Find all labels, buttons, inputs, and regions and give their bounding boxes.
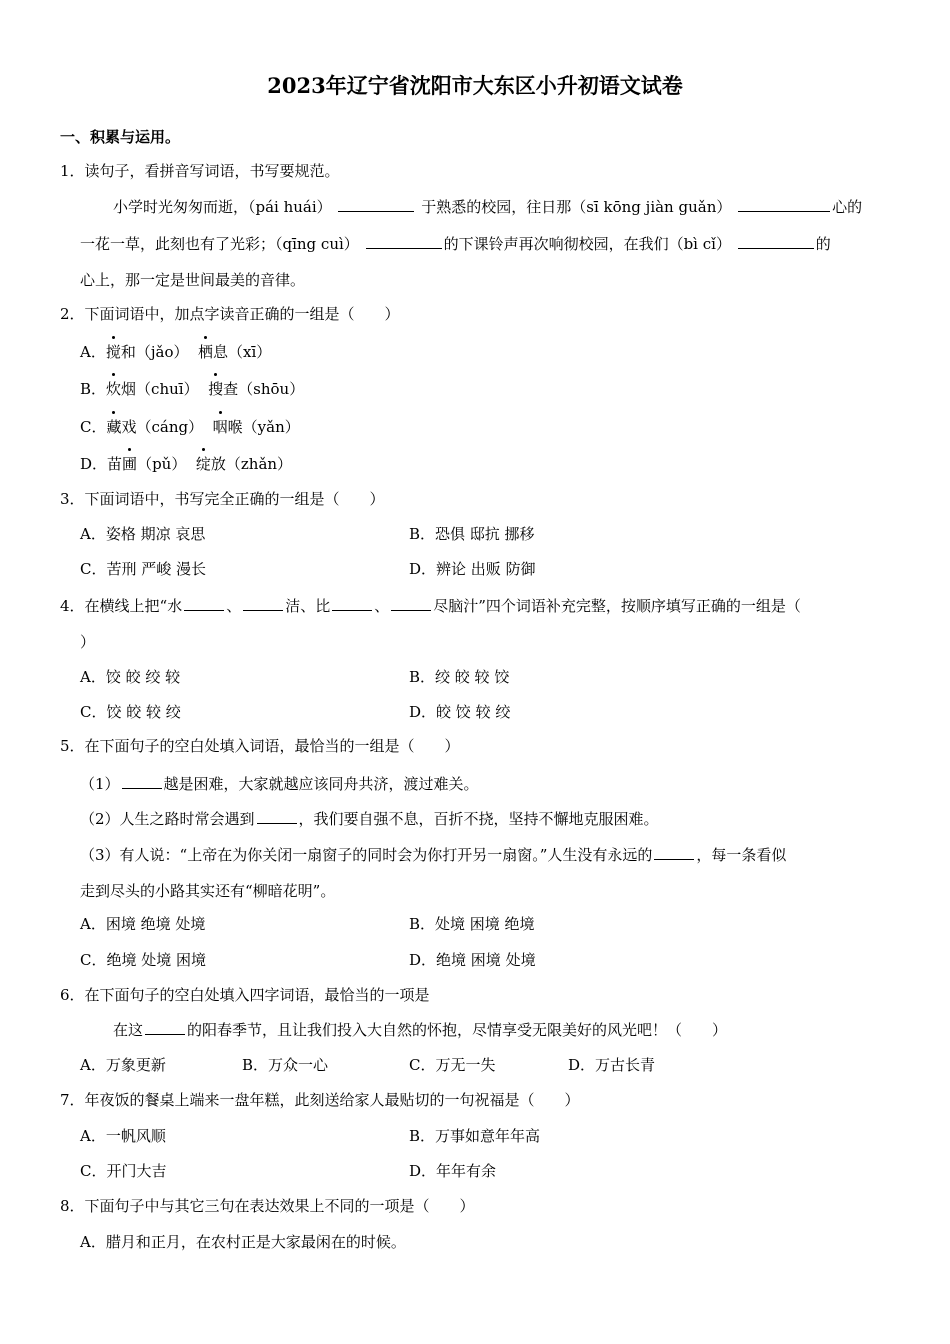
question-5-stem: 5．在下面句子的空白处填入词语，最恰当的一组是（ ） bbox=[60, 737, 460, 755]
answer-blank[interactable] bbox=[332, 595, 372, 611]
option-d[interactable]: D．万古长青 bbox=[568, 1056, 656, 1074]
option-c[interactable]: C．饺 皎 较 绞 bbox=[80, 703, 181, 721]
q6-text: 在这 bbox=[113, 1021, 144, 1039]
option-d[interactable] bbox=[80, 454, 292, 474]
answer-blank[interactable] bbox=[738, 196, 830, 212]
section-heading: 一、积累与运用。 bbox=[60, 128, 181, 146]
question-6-stem: 6．在下面句子的空白处填入四字词语，最恰当的一项是 bbox=[60, 986, 430, 1004]
dotted-char: 搜 bbox=[208, 380, 224, 398]
option-a[interactable]: A．一帆风顺 bbox=[80, 1127, 166, 1145]
dotted-char: 咽 bbox=[212, 418, 228, 436]
question-3-stem: 3．下面词语中，书写完全正确的一组是（ ） bbox=[60, 490, 385, 508]
q5-text: ，每一条看似 bbox=[696, 846, 787, 864]
option-c[interactable]: C．开门大吉 bbox=[80, 1162, 167, 1180]
option-c[interactable]: C．绝境 处境 困境 bbox=[80, 951, 207, 969]
option-label: D． bbox=[80, 455, 108, 473]
option-a[interactable] bbox=[80, 342, 271, 362]
question-5-sentence-2 bbox=[80, 808, 659, 829]
option-d[interactable]: D．皎 饺 较 绞 bbox=[409, 703, 511, 721]
option-c[interactable]: C．万无一失 bbox=[409, 1056, 496, 1074]
q6-text: 的阳春季节，且让我们投入大自然的怀抱，尽情享受无限美好的风光吧！（ ） bbox=[187, 1021, 728, 1039]
q1-text: 于熟悉的校园，往日那（sī kōng jiàn guǎn） bbox=[421, 198, 732, 216]
answer-blank[interactable] bbox=[391, 595, 431, 611]
word: 息（xī） bbox=[213, 343, 272, 361]
option-a[interactable]: A．饺 皎 绞 较 bbox=[80, 668, 181, 686]
q4-text: 洁、比 bbox=[285, 597, 331, 615]
question-8-stem: 8．下面句子中与其它三句在表达效果上不同的一项是（ ） bbox=[60, 1197, 475, 1215]
q1-text: 一花一草，此刻也有了光彩；（qīng cuì） bbox=[80, 235, 359, 253]
answer-blank[interactable] bbox=[738, 233, 814, 249]
word: 烟（chuī） bbox=[121, 380, 199, 398]
word: 苗 bbox=[107, 455, 123, 473]
question-7-stem: 7．年夜饭的餐桌上端来一盘年糕，此刻送给家人最贴切的一句祝福是（ ） bbox=[60, 1091, 580, 1109]
option-a[interactable]: A．困境 绝境 处境 bbox=[80, 915, 206, 933]
dotted-char: 栖 bbox=[198, 343, 214, 361]
question-4-close: ） bbox=[80, 633, 96, 651]
question-2-stem: 2．下面词语中，加点字读音正确的一组是（ ） bbox=[60, 305, 400, 323]
answer-blank[interactable] bbox=[145, 1019, 185, 1035]
option-a[interactable]: A．腊月和正月，在农村正是大家最闲在的时候。 bbox=[80, 1233, 406, 1251]
dotted-char: 炊 bbox=[106, 380, 122, 398]
question-1-line-2 bbox=[80, 233, 831, 254]
dotted-char: 搅 bbox=[105, 343, 121, 361]
question-5-sentence-3-cont: 走到尽头的小路其实还有“柳暗花明”。 bbox=[80, 882, 336, 900]
option-b[interactable]: B．绞 皎 较 饺 bbox=[409, 668, 510, 686]
option-d[interactable]: D．辨论 出贩 防御 bbox=[409, 560, 536, 578]
option-label: A． bbox=[80, 343, 106, 361]
option-label: B． bbox=[80, 380, 107, 398]
option-b[interactable] bbox=[80, 379, 304, 399]
q5-text: （1） bbox=[80, 775, 120, 793]
dotted-char: 绽 bbox=[195, 455, 211, 473]
q1-text: 的 bbox=[815, 235, 831, 253]
option-b[interactable]: B．万众一心 bbox=[242, 1056, 329, 1074]
q4-text: 4．在横线上把“水 bbox=[60, 597, 183, 615]
answer-blank[interactable] bbox=[122, 773, 162, 789]
option-d[interactable]: D．绝境 困境 处境 bbox=[409, 951, 536, 969]
q5-text: ，我们要自强不息，百折不挠，坚持不懈地克服困难。 bbox=[298, 810, 659, 828]
q1-text: 小学时光匆匆而逝，（pái huái） bbox=[113, 198, 332, 216]
dotted-char: 圃 bbox=[122, 455, 138, 473]
answer-blank[interactable] bbox=[184, 595, 224, 611]
word: 喉（yǎn） bbox=[227, 418, 300, 436]
option-label: C． bbox=[80, 418, 107, 436]
q5-text: 越是困难，大家就越应该同舟共济，渡过难关。 bbox=[163, 775, 479, 793]
q4-text: 尽脑汁”四个词语补充完整，按顺序填写正确的一组是（ bbox=[433, 597, 801, 615]
option-c[interactable]: C．苦刑 严峻 漫长 bbox=[80, 560, 207, 578]
option-a[interactable]: A．万象更新 bbox=[80, 1056, 166, 1074]
question-1-line-3: 心上，那一定是世间最美的音律。 bbox=[80, 271, 306, 289]
q4-text: 、 bbox=[374, 597, 390, 615]
q4-text: 、 bbox=[226, 597, 242, 615]
option-c[interactable] bbox=[80, 417, 300, 437]
word: 戏（cáng） bbox=[121, 418, 204, 436]
question-5-sentence-1 bbox=[80, 773, 479, 794]
question-5-sentence-3 bbox=[80, 844, 786, 865]
question-1-stem: 1．读句子，看拼音写词语，书写要规范。 bbox=[60, 162, 340, 180]
option-d[interactable]: D．年年有余 bbox=[409, 1162, 497, 1180]
answer-blank[interactable] bbox=[257, 808, 297, 824]
answer-blank[interactable] bbox=[654, 844, 694, 860]
answer-blank[interactable] bbox=[243, 595, 283, 611]
dotted-char: 藏 bbox=[106, 418, 122, 436]
question-4-stem bbox=[60, 595, 801, 616]
answer-blank[interactable] bbox=[338, 196, 414, 212]
option-a[interactable]: A．姿格 期凉 哀思 bbox=[80, 525, 206, 543]
q1-text: 的下课铃声再次响彻校园，在我们（bì cǐ） bbox=[443, 235, 731, 253]
q5-text: （2）人生之路时常会遇到 bbox=[80, 810, 255, 828]
option-b[interactable]: B．恐俱 邸抗 挪移 bbox=[409, 525, 535, 543]
word: 放（zhǎn） bbox=[210, 455, 293, 473]
answer-blank[interactable] bbox=[366, 233, 442, 249]
option-b[interactable]: B．万事如意年年高 bbox=[409, 1127, 541, 1145]
word: 和（jǎo） bbox=[120, 343, 189, 361]
word: 查（shōu） bbox=[223, 380, 305, 398]
word: （pǔ） bbox=[137, 455, 187, 473]
q1-text: 心的 bbox=[832, 198, 863, 216]
q5-text: （3）有人说：“上帝在为你关闭一扇窗子的同时会为你打开另一扇窗。”人生没有永远的 bbox=[80, 846, 653, 864]
option-b[interactable]: B．处境 困境 绝境 bbox=[409, 915, 535, 933]
page-title: 2023年辽宁省沈阳市大东区小升初语文试卷 bbox=[267, 73, 683, 98]
question-6-sentence bbox=[113, 1019, 727, 1040]
question-1-line-1 bbox=[113, 196, 862, 217]
